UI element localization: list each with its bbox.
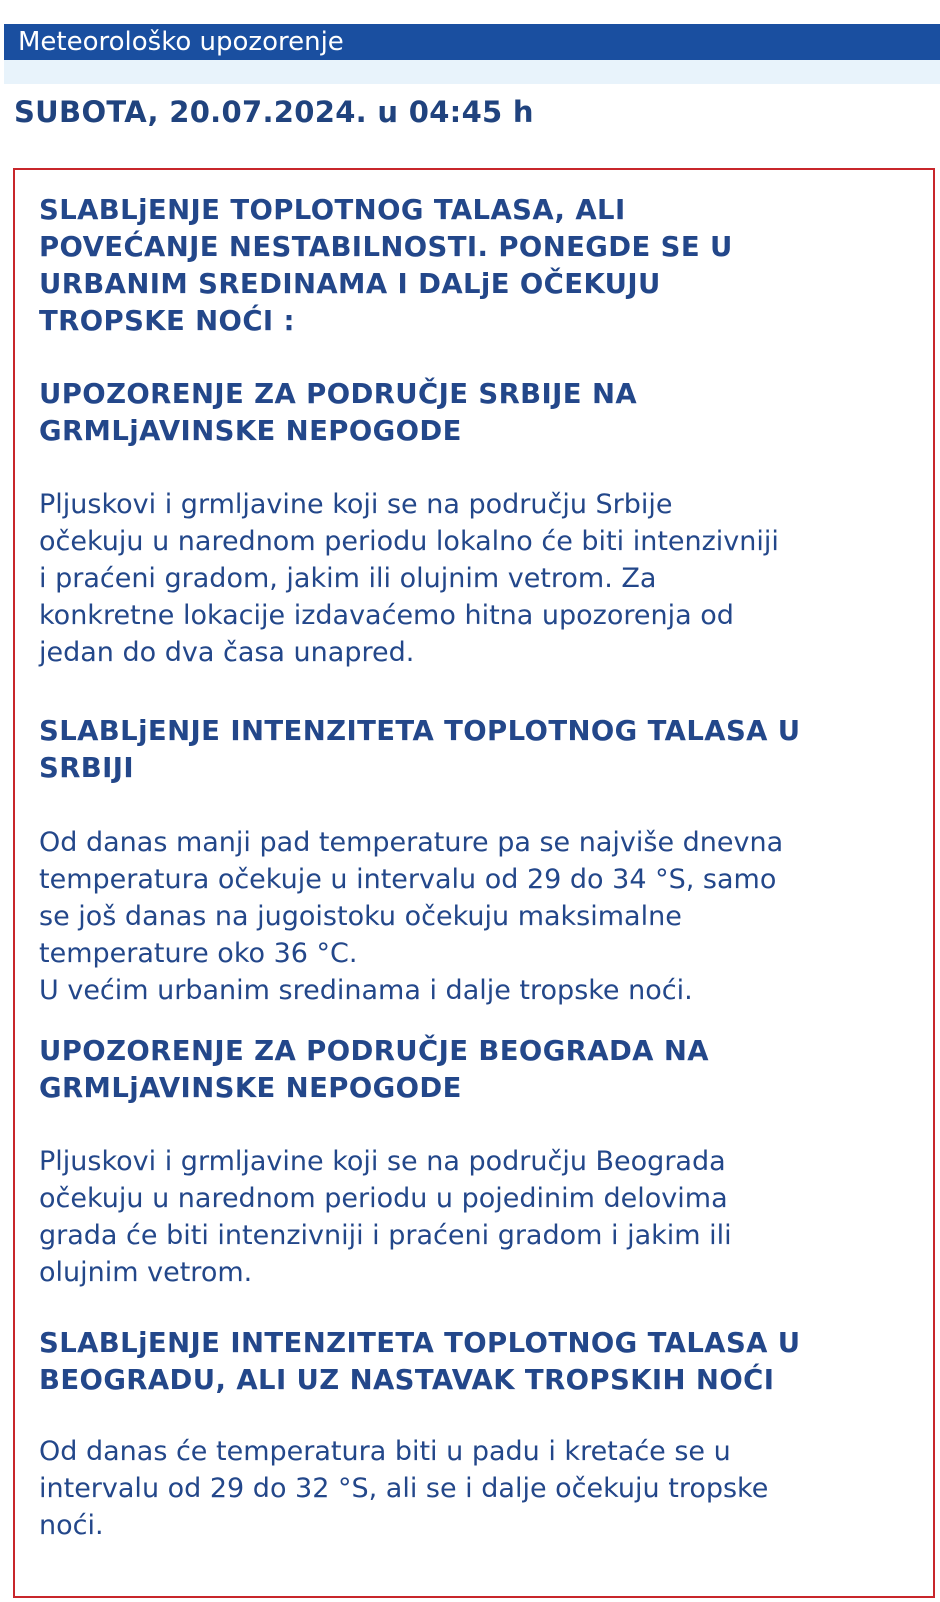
section-text-line: Pljuskovi i grmljavine koji se na području Srbije: [39, 489, 673, 520]
section-heading-serbia-storms: [39, 376, 909, 450]
section-heading-line: GRMLjAVINSKE NEPOGODE: [39, 1072, 462, 1104]
section-text-serbia-storms: [39, 486, 909, 671]
section-text-line: U većim urbanim sredinama i dalje tropske noći.: [39, 975, 693, 1006]
section-text-line: grada će biti intenzivniji i praćeni gradom i jakim ili: [39, 1220, 732, 1251]
section-text-serbia-heatwave: [39, 824, 909, 1009]
main-heading-line: TROPSKE NOĆI :: [39, 305, 295, 337]
section-heading-line: GRMLjAVINSKE NEPOGODE: [39, 415, 462, 447]
title-bar-underline: [4, 60, 940, 84]
section-text-line: temperatura očekuje u intervalu od 29 do 34 °S, samo: [39, 864, 777, 895]
section-heading-line: UPOZORENJE ZA PODRUČJE SRBIJE NA: [39, 378, 638, 410]
section-heading-serbia-heatwave: [39, 713, 909, 787]
section-text-line: konkretne lokacije izdavaćemo hitna upozorenja od: [39, 600, 734, 631]
section-text-line: intervalu od 29 do 32 °S, ali se i dalje očekuju tropske: [39, 1473, 769, 1504]
section-heading-belgrade-heatwave: [39, 1325, 909, 1399]
section-text-line: noći.: [39, 1510, 104, 1541]
section-text-line: temperature oko 36 °C.: [39, 938, 358, 969]
main-heading-line: POVEĆANJE NESTABILNOSTI. PONEGDE SE U: [39, 231, 733, 263]
section-heading-line: SRBIJI: [39, 752, 135, 784]
section-text-belgrade-heatwave: [39, 1433, 909, 1544]
section-text-line: se još danas na jugoistoku očekuju maksimalne: [39, 901, 682, 932]
section-heading-belgrade-storms: [39, 1033, 909, 1107]
section-text-line: Od danas će temperatura biti u padu i kretaće se u: [39, 1436, 731, 1467]
main-heading-line: SLABLjENJE TOPLOTNOG TALASA, ALI: [39, 194, 626, 226]
section-text-line: Pljuskovi i grmljavine koji se na području Beograda: [39, 1146, 726, 1177]
section-text-line: i praćeni gradom, jakim ili olujnim vetrom. Za: [39, 563, 657, 594]
section-heading-line: SLABLjENJE INTENZITETA TOPLOTNOG TALASA U: [39, 715, 801, 747]
section-heading-line: BEOGRADU, ALI UZ NASTAVAK TROPSKIH NOĆI: [39, 1364, 775, 1396]
section-heading-line: UPOZORENJE ZA PODRUČJE BEOGRADA NA: [39, 1035, 709, 1067]
issue-date: SUBOTA, 20.07.2024. u 04:45 h: [14, 95, 534, 129]
section-text-line: jedan do dva časa unapred.: [39, 637, 415, 668]
section-text-belgrade-storms: [39, 1143, 909, 1291]
warning-box: [13, 168, 935, 1598]
section-text-line: očekuju u narednom periodu u pojedinim delovima: [39, 1183, 728, 1214]
page-title: Meteorološko upozorenje: [4, 24, 940, 60]
section-text-line: Od danas manji pad temperature pa se najviše dnevna: [39, 827, 784, 858]
section-heading-line: SLABLjENJE INTENZITETA TOPLOTNOG TALASA U: [39, 1327, 801, 1359]
main-heading: [39, 192, 909, 340]
section-text-line: olujnim vetrom.: [39, 1257, 253, 1288]
main-heading-line: URBANIM SREDINAMA I DALjE OČEKUJU: [39, 268, 661, 300]
section-text-line: očekuju u narednom periodu lokalno će biti intenzivniji: [39, 526, 779, 557]
